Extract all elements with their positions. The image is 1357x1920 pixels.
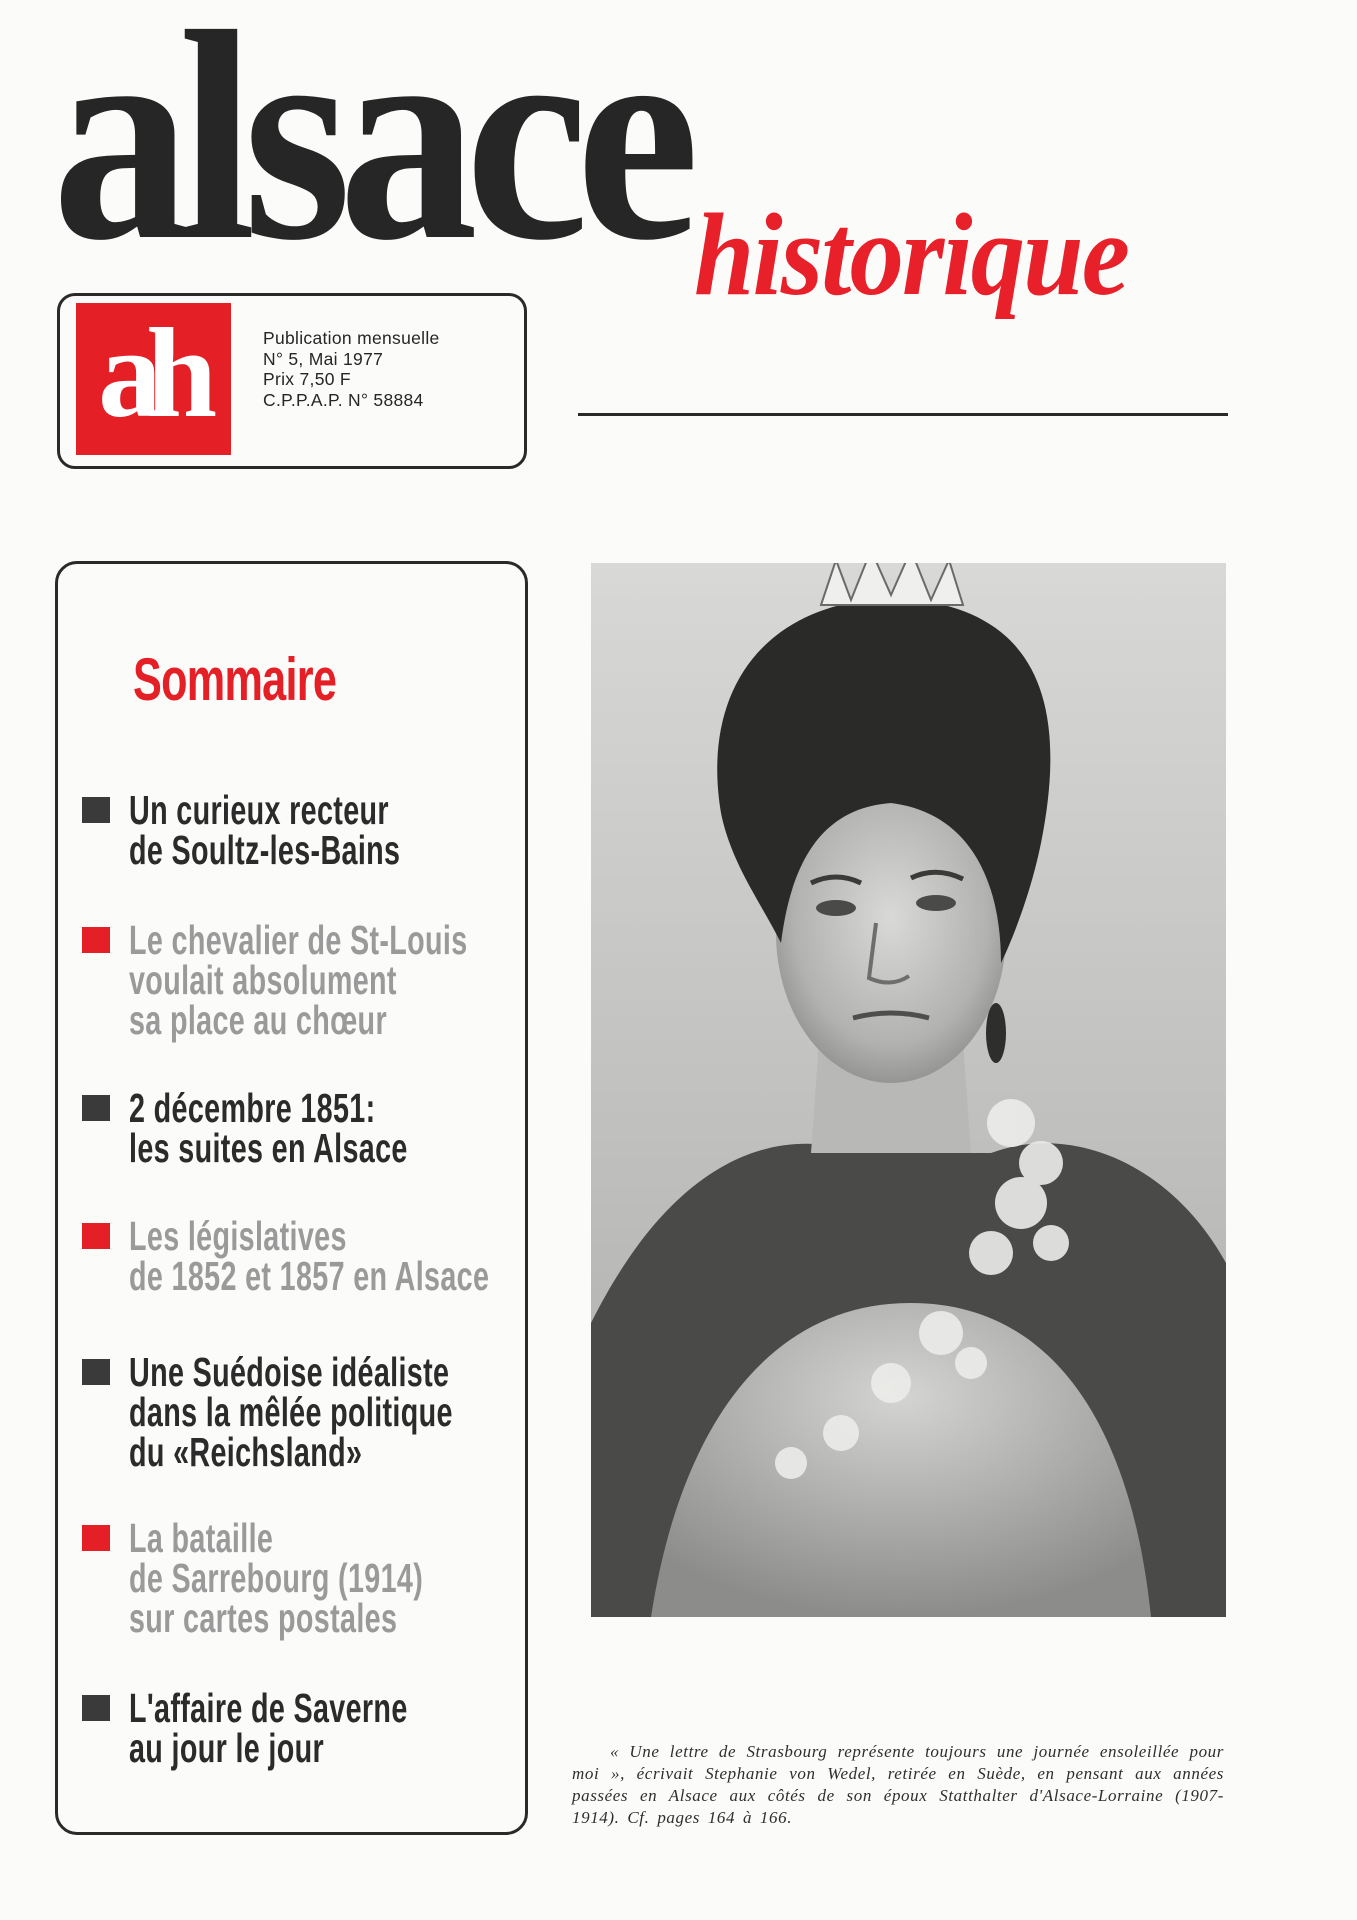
- toc-item-line: voulait absolument: [129, 957, 397, 1003]
- toc-item-line: du «Reichsland»: [129, 1429, 363, 1475]
- toc-item-line: Le chevalier de St-Louis: [129, 917, 468, 963]
- table-of-contents-title: Sommaire: [133, 646, 337, 713]
- toc-item-line: de Soultz-les-Bains: [129, 827, 401, 873]
- masthead-title: alsace: [52, 0, 687, 302]
- logo-text: ah: [98, 302, 202, 444]
- toc-item-line: L'affaire de Saverne: [129, 1685, 408, 1731]
- cppap-number: C.P.P.A.P. N° 58884: [263, 389, 424, 410]
- header-rule: [578, 413, 1228, 416]
- toc-item-line: Un curieux recteur: [129, 787, 389, 833]
- table-of-contents-box: [55, 561, 528, 1835]
- publication-frequency: Publication mensuelle: [263, 328, 440, 348]
- masthead-subtitle: historique: [694, 189, 1129, 320]
- square-bullet-icon: [82, 797, 110, 823]
- toc-item-line: les suites en Alsace: [129, 1125, 408, 1171]
- toc-item-line: La bataille: [129, 1515, 274, 1561]
- toc-item-line: sur cartes postales: [129, 1595, 398, 1641]
- publication-details: [263, 328, 440, 410]
- toc-item-line: 2 décembre 1851:: [129, 1085, 376, 1131]
- toc-item-line: au jour le jour: [129, 1725, 325, 1771]
- toc-item-line: Les législatives: [129, 1213, 347, 1259]
- issue-number-date: N° 5, Mai 1977: [263, 348, 384, 369]
- square-bullet-icon: [82, 1223, 110, 1249]
- toc-item-line: Une Suédoise idéaliste: [129, 1349, 450, 1395]
- square-bullet-icon: [82, 1695, 110, 1721]
- square-bullet-icon: [82, 1095, 110, 1121]
- price: Prix 7,50 F: [263, 369, 351, 389]
- portrait-image: [591, 563, 1226, 1617]
- toc-item-line: de 1852 et 1857 en Alsace: [129, 1253, 490, 1299]
- photo-caption: « Une lettre de Strasbourg représente toujours une journée ensoleillée pour moi », écrivait Stephanie von Wedel, retirée en Suède, en pensant aux années passées en Alsace aux côtés de son époux Statthalter d'Alsace-Lorraine (1907-1914). Cf. pages 164 à 166.: [572, 1742, 1224, 1827]
- ah-logo: [76, 303, 231, 455]
- square-bullet-icon: [82, 927, 110, 953]
- toc-item-line: de Sarrebourg (1914): [129, 1555, 424, 1601]
- portrait-photo: [591, 563, 1226, 1617]
- toc-item-line: dans la mêlée politique: [129, 1389, 453, 1435]
- square-bullet-icon: [82, 1525, 110, 1551]
- toc-item-line: sa place au chœur: [129, 997, 387, 1043]
- square-bullet-icon: [82, 1359, 110, 1385]
